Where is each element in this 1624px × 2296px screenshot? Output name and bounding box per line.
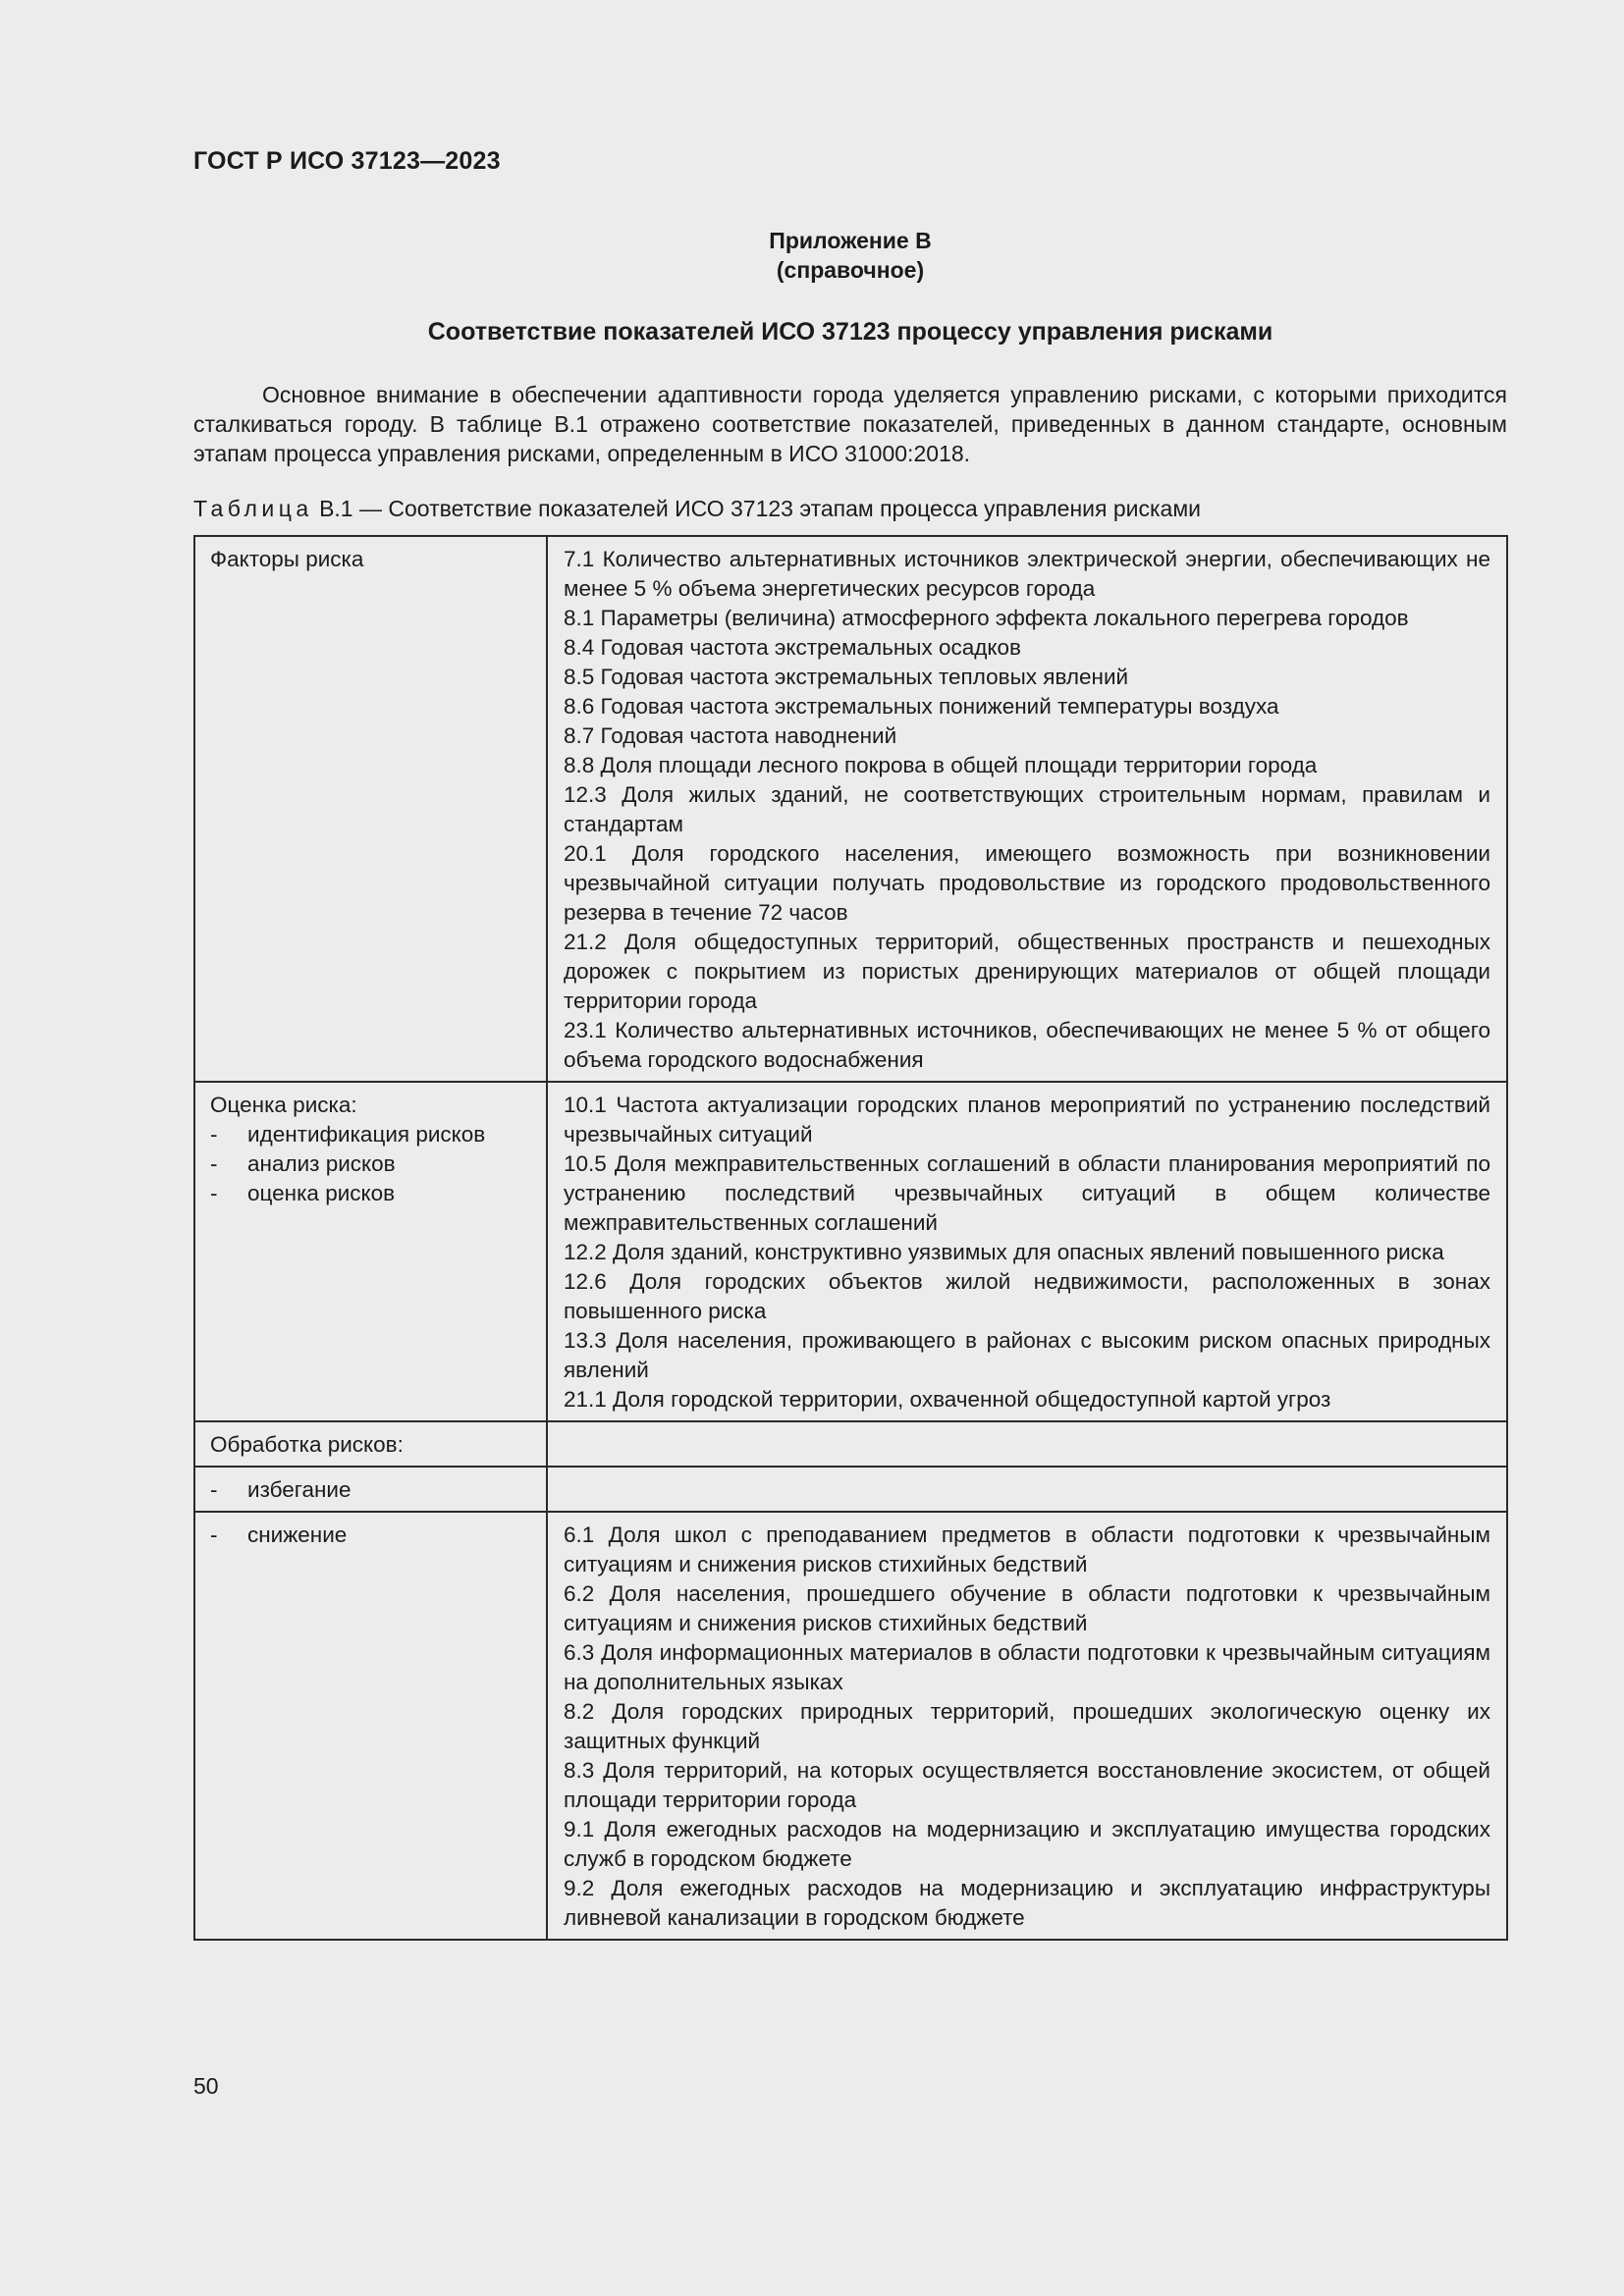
indicator-entry: 23.1 Количество альтернативных источников, обеспечивающих не менее 5 % от общего объема городского водоснабжения: [564, 1018, 1490, 1072]
page-number: 50: [193, 2073, 219, 2099]
indicator-entry: 13.3 Доля населения, проживающего в районах с высоким риском опасных природных явлений: [564, 1328, 1490, 1382]
indicator-entry: 9.2 Доля ежегодных расходов на модернизацию и эксплуатацию инфраструктуры ливневой канализации в городском бюджете: [564, 1876, 1490, 1930]
appendix-heading: [193, 226, 1507, 285]
risk-substage-label: анализ рисков: [247, 1151, 396, 1176]
indicator-entry: 8.8 Доля площади лесного покрова в общей площади территории города: [564, 753, 1318, 777]
risk-stage-label: Факторы риска: [210, 547, 364, 571]
indicator-entry: 7.1 Количество альтернативных источников электрической энергии, обеспечивающих не менее 5 % объема энергетических ресурсов города: [564, 547, 1490, 601]
risk-substage-label: идентификация рисков: [247, 1122, 486, 1147]
indicator-entry: 8.7 Годовая частота наводнений: [564, 723, 897, 748]
indicator-entry: 21.1 Доля городской территории, охваченной общедоступной картой угроз: [564, 1387, 1331, 1412]
indicator-entry: 8.2 Доля городских природных территорий, прошедших экологическую оценку их защитных функций: [564, 1699, 1490, 1753]
table-row: [194, 1082, 1507, 1421]
indicator-entry: 6.3 Доля информационных материалов в области подготовки к чрезвычайным ситуациям на дополнительных языках: [564, 1640, 1490, 1694]
risk-stage-label: Обработка рисков:: [210, 1432, 404, 1457]
empty-indicator-placeholder: [564, 1475, 1490, 1505]
indicator-entry: 6.1 Доля школ с преподаванием предметов в области подготовки к чрезвычайным ситуациям и снижения рисков стихийных бедствий: [564, 1522, 1490, 1576]
risk-stage-cell: [194, 1512, 547, 1940]
indicator-entry: 12.3 Доля жилых зданий, не соответствующих строительным нормам, правилам и стандартам: [564, 782, 1490, 836]
indicator-entry: 8.4 Годовая частота экстремальных осадков: [564, 635, 1021, 660]
risk-substage-item: - идентификация рисков: [210, 1122, 486, 1147]
risk-substage-item: - оценка рисков: [210, 1181, 396, 1205]
section-title: Соответствие показателей ИСО 37123 процессу управления рисками: [427, 318, 1273, 346]
risk-substage-item: - избегание: [210, 1477, 352, 1502]
table-row: [194, 1512, 1507, 1940]
indicators-cell: [547, 1467, 1507, 1512]
intro-paragraph: Основное внимание в обеспечении адаптивности города уделяется управлению рисками, с которыми приходится сталкиваться городу. В таблице В.1 отражено соответствие показателей, приведенных в данном стандарте, основным этапам процесса управления рисками, определенным в ИСО 31000:2018.: [193, 382, 1507, 466]
indicator-entry: 6.2 Доля населения, прошедшего обучение в области подготовки к чрезвычайным ситуациям и снижения рисков стихийных бедствий: [564, 1581, 1490, 1635]
table-row: [194, 536, 1507, 1082]
risk-stage-cell: [194, 536, 547, 1082]
indicator-entry: 10.1 Частота актуализации городских планов мероприятий по устранению последствий чрезвычайных ситуаций: [564, 1093, 1490, 1147]
risk-table: [193, 535, 1508, 1941]
table-caption: [193, 494, 1201, 523]
table-caption-text: В.1 — Соответствие показателей ИСО 37123 этапам процесса управления рисками: [312, 496, 1202, 521]
risk-substage-item: - снижение: [210, 1522, 348, 1547]
risk-substage-label: снижение: [247, 1522, 348, 1547]
indicator-entry: 8.5 Годовая частота экстремальных тепловых явлений: [564, 665, 1129, 689]
empty-indicator-placeholder: [564, 1430, 1490, 1460]
indicators-cell: [547, 1082, 1507, 1421]
risk-table-body: [194, 536, 1507, 1940]
indicator-entry: 9.1 Доля ежегодных расходов на модернизацию и эксплуатацию имущества городских служб в городском бюджете: [564, 1817, 1490, 1871]
indicator-entry: 12.2 Доля зданий, конструктивно уязвимых для опасных явлений повышенного риска: [564, 1240, 1444, 1264]
risk-stage-cell: [194, 1467, 547, 1512]
risk-stage-cell: [194, 1082, 547, 1421]
table-caption-word: Таблица: [193, 496, 313, 521]
risk-substage-label: оценка рисков: [247, 1181, 396, 1205]
appendix-title: Приложение В: [769, 228, 932, 253]
indicators-cell: [547, 1421, 1507, 1467]
indicator-entry: 12.6 Доля городских объектов жилой недвижимости, расположенных в зонах повышенного риска: [564, 1269, 1490, 1323]
risk-stage-label: Оценка риска:: [210, 1093, 357, 1117]
indicator-entry: 8.3 Доля территорий, на которых осуществляется восстановление экосистем, от общей площади территории города: [564, 1758, 1490, 1812]
risk-substage-item: - анализ рисков: [210, 1151, 396, 1176]
indicator-entry: 8.1 Параметры (величина) атмосферного эффекта локального перегрева городов: [564, 606, 1409, 630]
indicators-cell: [547, 536, 1507, 1082]
table-row: [194, 1421, 1507, 1467]
indicators-cell: [547, 1512, 1507, 1940]
indicator-entry: 10.5 Доля межправительственных соглашений в области планирования мероприятий по устранению последствий чрезвычайных ситуаций в общем количестве межправительственных соглашений: [564, 1151, 1490, 1235]
table-row: [194, 1467, 1507, 1512]
document-code: ГОСТ Р ИСО 37123—2023: [193, 147, 501, 175]
risk-substage-label: избегание: [247, 1477, 352, 1502]
appendix-subtitle: (справочное): [776, 257, 925, 283]
indicator-entry: 20.1 Доля городского населения, имеющего возможность при возникновении чрезвычайной ситуации получать продовольствие из городского продовольственного резерва в течение 72 часов: [564, 841, 1490, 925]
indicator-entry: 8.6 Годовая частота экстремальных понижений температуры воздуха: [564, 694, 1279, 719]
risk-stage-cell: [194, 1421, 547, 1467]
indicator-entry: 21.2 Доля общедоступных территорий, общественных пространств и пешеходных дорожек с покрытием из пористых дренирующих материалов от общей площади территории города: [564, 930, 1490, 1013]
